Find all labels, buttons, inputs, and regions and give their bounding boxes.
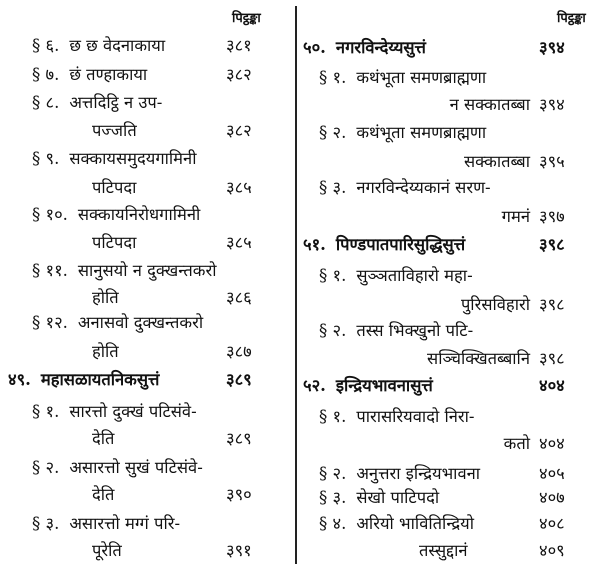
section-number: § ७. (32, 65, 60, 84)
page-number: ३९१ (226, 541, 252, 560)
entry-title: अनासवो दुक्खन्तकरो (77, 313, 204, 332)
toc-entry-line (32, 259, 216, 283)
section-number: § ३. (319, 488, 347, 507)
toc-entry-line (92, 119, 137, 143)
sutta-title-line (303, 233, 465, 257)
page-number: ३८६ (226, 288, 252, 307)
page-number: ३८५ (226, 178, 252, 197)
entry-title: देति (92, 485, 115, 504)
toc-entry-line (92, 176, 136, 200)
toc-entry-line (427, 347, 530, 371)
section-number: § २. (319, 464, 347, 483)
entry-title: सञ्चिक्खितब्बानि (427, 349, 530, 368)
page-number: ४०४ (539, 434, 565, 453)
page-number: ४०५ (539, 464, 565, 483)
toc-entry-line (319, 66, 486, 90)
section-number: § १. (32, 402, 60, 421)
entry-title: सेखो पाटिपदो (356, 488, 440, 507)
entry-title: सानुसयो न दुक्खन्तकरो (77, 261, 217, 280)
section-number: § २. (32, 458, 60, 477)
page-number: ३८९ (226, 429, 252, 448)
toc-entry-line (464, 150, 530, 174)
page-number-header-left: पिट्ठङ्का (232, 11, 261, 26)
section-number: § २. (319, 321, 347, 340)
page-number: ३९८ (539, 349, 565, 368)
toc-entry-line (319, 121, 486, 145)
entry-title: पटिपदा (92, 233, 137, 252)
page-number: ३८७ (226, 342, 252, 361)
entry-title: छं तण्हाकाया (69, 65, 148, 84)
toc-entry-line (504, 432, 530, 456)
page-number: ३८२ (226, 121, 252, 140)
toc-left-column (0, 0, 292, 568)
section-number: § ११. (32, 261, 68, 280)
toc-entry-line (92, 286, 119, 310)
sutta-number: ५२. (303, 376, 326, 395)
page-number: ३९० (226, 485, 252, 504)
page-number: ४०८ (539, 514, 565, 533)
toc-entry-line (319, 264, 473, 288)
page-number: ३९८ (539, 235, 565, 254)
toc-entry-line (319, 486, 439, 510)
entry-title: इन्द्रियभावनासुत्तं (335, 376, 433, 395)
toc-entry-line (92, 427, 114, 451)
section-number: § १२. (32, 313, 68, 332)
entry-title: तस्सुद्दानं (419, 541, 468, 560)
section-number: § ६. (32, 36, 60, 55)
section-number: § ८. (32, 93, 60, 112)
entry-title: असारत्तो मग्गं परि- (69, 514, 181, 533)
entry-title: सारत्तो दुक्खं पटिसंवे- (69, 402, 197, 421)
section-number: § ४. (319, 514, 347, 533)
entry-title: न सक्कातब्बा (449, 95, 530, 114)
toc-entry-line (32, 34, 165, 58)
toc-entry-line (319, 405, 475, 429)
entry-title: कथंभूता समणब्राह्मणा (356, 123, 487, 142)
entry-title: पुरिसविहारो (460, 295, 530, 314)
page-number-header-right: पिट्ठङ्का (557, 11, 586, 26)
entry-title: कथंभूता समणब्राह्मणा (356, 68, 487, 87)
entry-title: सक्कायसमुदयगामिनी (69, 149, 197, 168)
entry-title: पारासरियवादो निरा- (356, 407, 475, 426)
entry-title: नगरविन्देय्यसुत्तं (335, 38, 426, 57)
toc-entry-line (92, 539, 122, 563)
sutta-number: ५१. (303, 235, 326, 254)
toc-entry-line (461, 293, 530, 317)
page-number: ४०७ (539, 488, 565, 507)
section-number: § १. (319, 407, 347, 426)
page-number: ३८५ (226, 233, 252, 252)
page-number: ३८२ (226, 65, 252, 84)
toc-entry-line (32, 400, 197, 424)
section-number: § ९. (32, 149, 60, 168)
entry-title: होति (92, 342, 119, 361)
sutta-number: ४९. (8, 370, 31, 389)
toc-entry-line (32, 203, 200, 227)
entry-title: छ छ वेदनाकाया (69, 36, 166, 55)
toc-entry-line (450, 93, 530, 117)
toc-right-column (301, 0, 600, 568)
entry-title: तस्स भिक्खुनो पटि- (356, 321, 474, 340)
section-number: § १. (319, 68, 347, 87)
toc-entry-line (92, 340, 119, 364)
sutta-title-line (303, 374, 433, 398)
page-number: ३८९ (226, 370, 252, 389)
page-number: ३९५ (539, 152, 565, 171)
toc-entry-line (32, 63, 147, 87)
section-number: § ३. (319, 178, 347, 197)
column-divider (295, 6, 297, 564)
sutta-title-line (303, 36, 426, 60)
entry-title: कतो (503, 434, 530, 453)
entry-title: सक्कायनिरोधगामिनी (77, 205, 201, 224)
toc-entry-line (319, 512, 474, 536)
page-number: ३९४ (539, 95, 565, 114)
toc-entry-line (32, 456, 203, 480)
toc-entry-line (502, 205, 530, 229)
toc-entry-line (319, 462, 480, 486)
entry-title: नगरविन्देय्यकानं सरण- (356, 178, 491, 197)
toc-entry-line (319, 319, 473, 343)
entry-title: होति (92, 288, 119, 307)
page-number: ३९७ (539, 207, 565, 226)
page-number: ४०४ (539, 376, 565, 395)
entry-title: असारत्तो सुखं पटिसंवे- (69, 458, 203, 477)
toc-entry-line (92, 483, 114, 507)
section-number: § १०. (32, 205, 68, 224)
toc-entry-line (32, 147, 196, 171)
toc-entry-line (92, 231, 136, 255)
entry-title: पूरेति (92, 541, 122, 560)
entry-title: पज्जति (92, 121, 137, 140)
section-number: § २. (319, 123, 347, 142)
entry-title: पिण्डपातपारिसुद्धिसुत्तं (335, 235, 466, 254)
toc-entry-line (419, 539, 468, 563)
section-number: § ३. (32, 514, 60, 533)
toc-entry-line (32, 512, 180, 536)
page-number: ४०९ (539, 541, 565, 560)
entry-title: अत्तदिट्ठि न उप- (69, 93, 163, 112)
entry-title: अनुत्तरा इन्द्रियभावना (356, 464, 481, 483)
entry-title: सक्कातब्बा (464, 152, 530, 171)
entry-title: सुञ्ञताविहारो महा- (356, 266, 473, 285)
section-number: § १. (319, 266, 347, 285)
entry-title: अरियो भावितिन्द्रियो (356, 514, 475, 533)
sutta-title-line (8, 368, 159, 392)
sutta-number: ५०. (303, 38, 326, 57)
page-number: ३८१ (226, 36, 252, 55)
toc-entry-line (319, 176, 491, 200)
toc-entry-line (32, 91, 162, 115)
page-number: ३९४ (539, 38, 565, 57)
page-number: ३९८ (539, 295, 565, 314)
toc-entry-line (32, 311, 203, 335)
entry-title: देति (92, 429, 115, 448)
entry-title: महासळायतनिकसुत्तं (40, 370, 160, 389)
entry-title: गमनं (501, 207, 530, 226)
entry-title: पटिपदा (92, 178, 137, 197)
